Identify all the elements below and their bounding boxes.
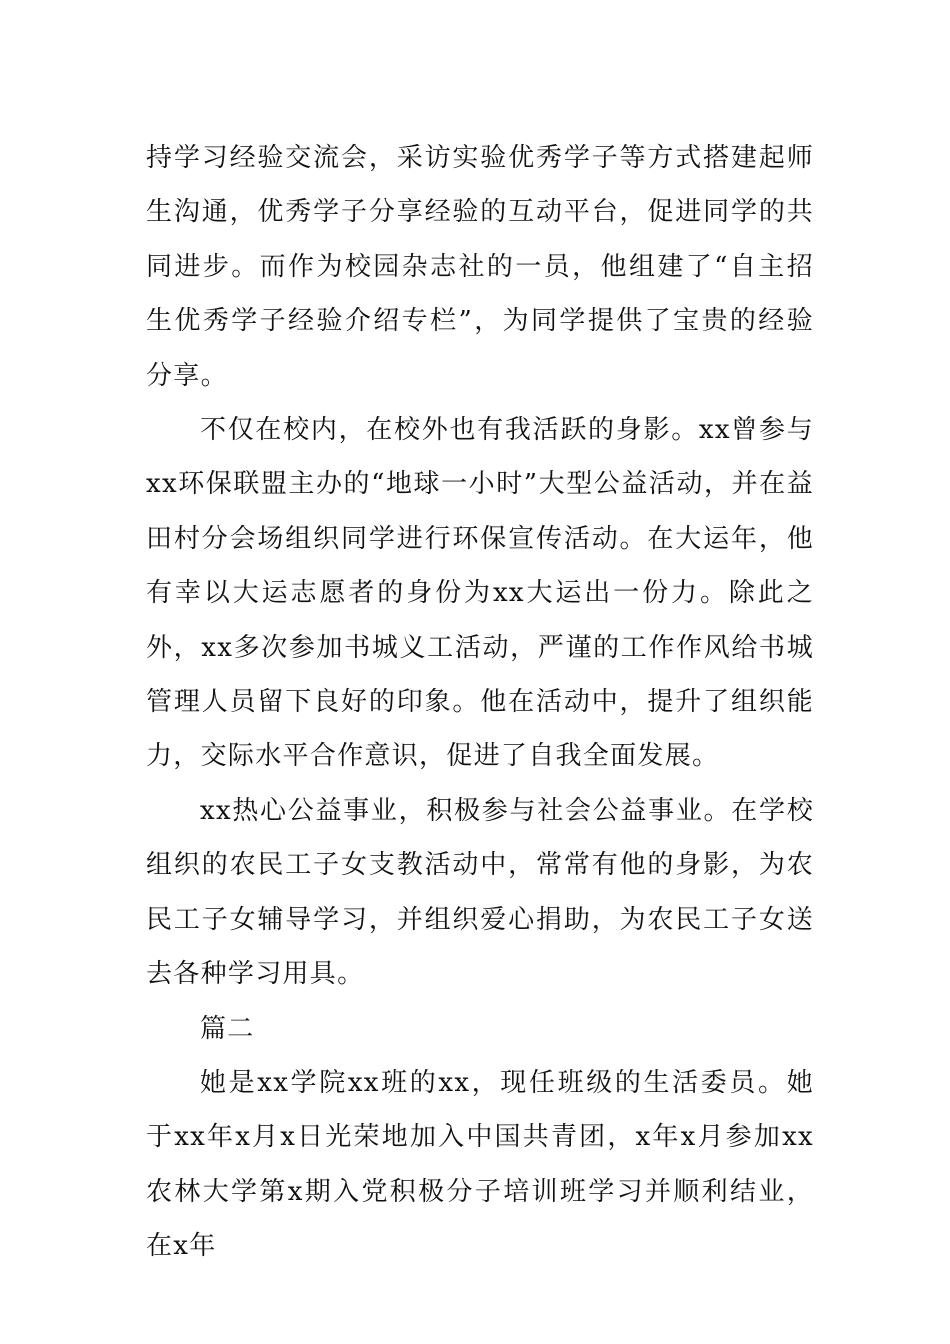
paragraph-4: 她是xx学院xx班的xx，现任班级的生活委员。她于xx年x月x日光荣地加入中国共青团，x年x月参加xx农林大学第x期入党积极分子培训班学习并顺利结业，在x年	[146, 1067, 814, 1262]
paragraph-1: 持学习经验交流会，采访实验优秀学子等方式搭建起师生沟通，优秀学子分享经验的互动平台，促进同学的共同进步。而作为校园杂志社的一员，他组建了“自主招生优秀学子经验介绍专栏”，为同学提供了宝贵的经验分享。	[146, 143, 814, 391]
paragraph-2: 不仅在校内，在校外也有我活跃的身影。xx曾参与xx环保联盟主办的“地球一小时”大型公益活动，并在益田村分会场组织同学进行环保宣传活动。在大运年，他有幸以大运志愿者的身份为xx大运出一份力。除此之外，xx多次参加书城义工活动，严谨的工作作风给书城管理人员留下良好的印象。他在活动中，提升了组织能力，交际水平合作意识，促进了自我全面发展。	[146, 415, 814, 772]
section-heading-2: 篇二	[200, 1013, 255, 1044]
document-body	[146, 131, 814, 1274]
paragraph-3: xx热心公益事业，积极参与社会公益事业。在学校组织的农民工子女支教活动中，常常有他的身影，为农民工子女辅导学习，并组织爱心捐助，为农民工子女送去各种学习用具。	[146, 795, 814, 990]
